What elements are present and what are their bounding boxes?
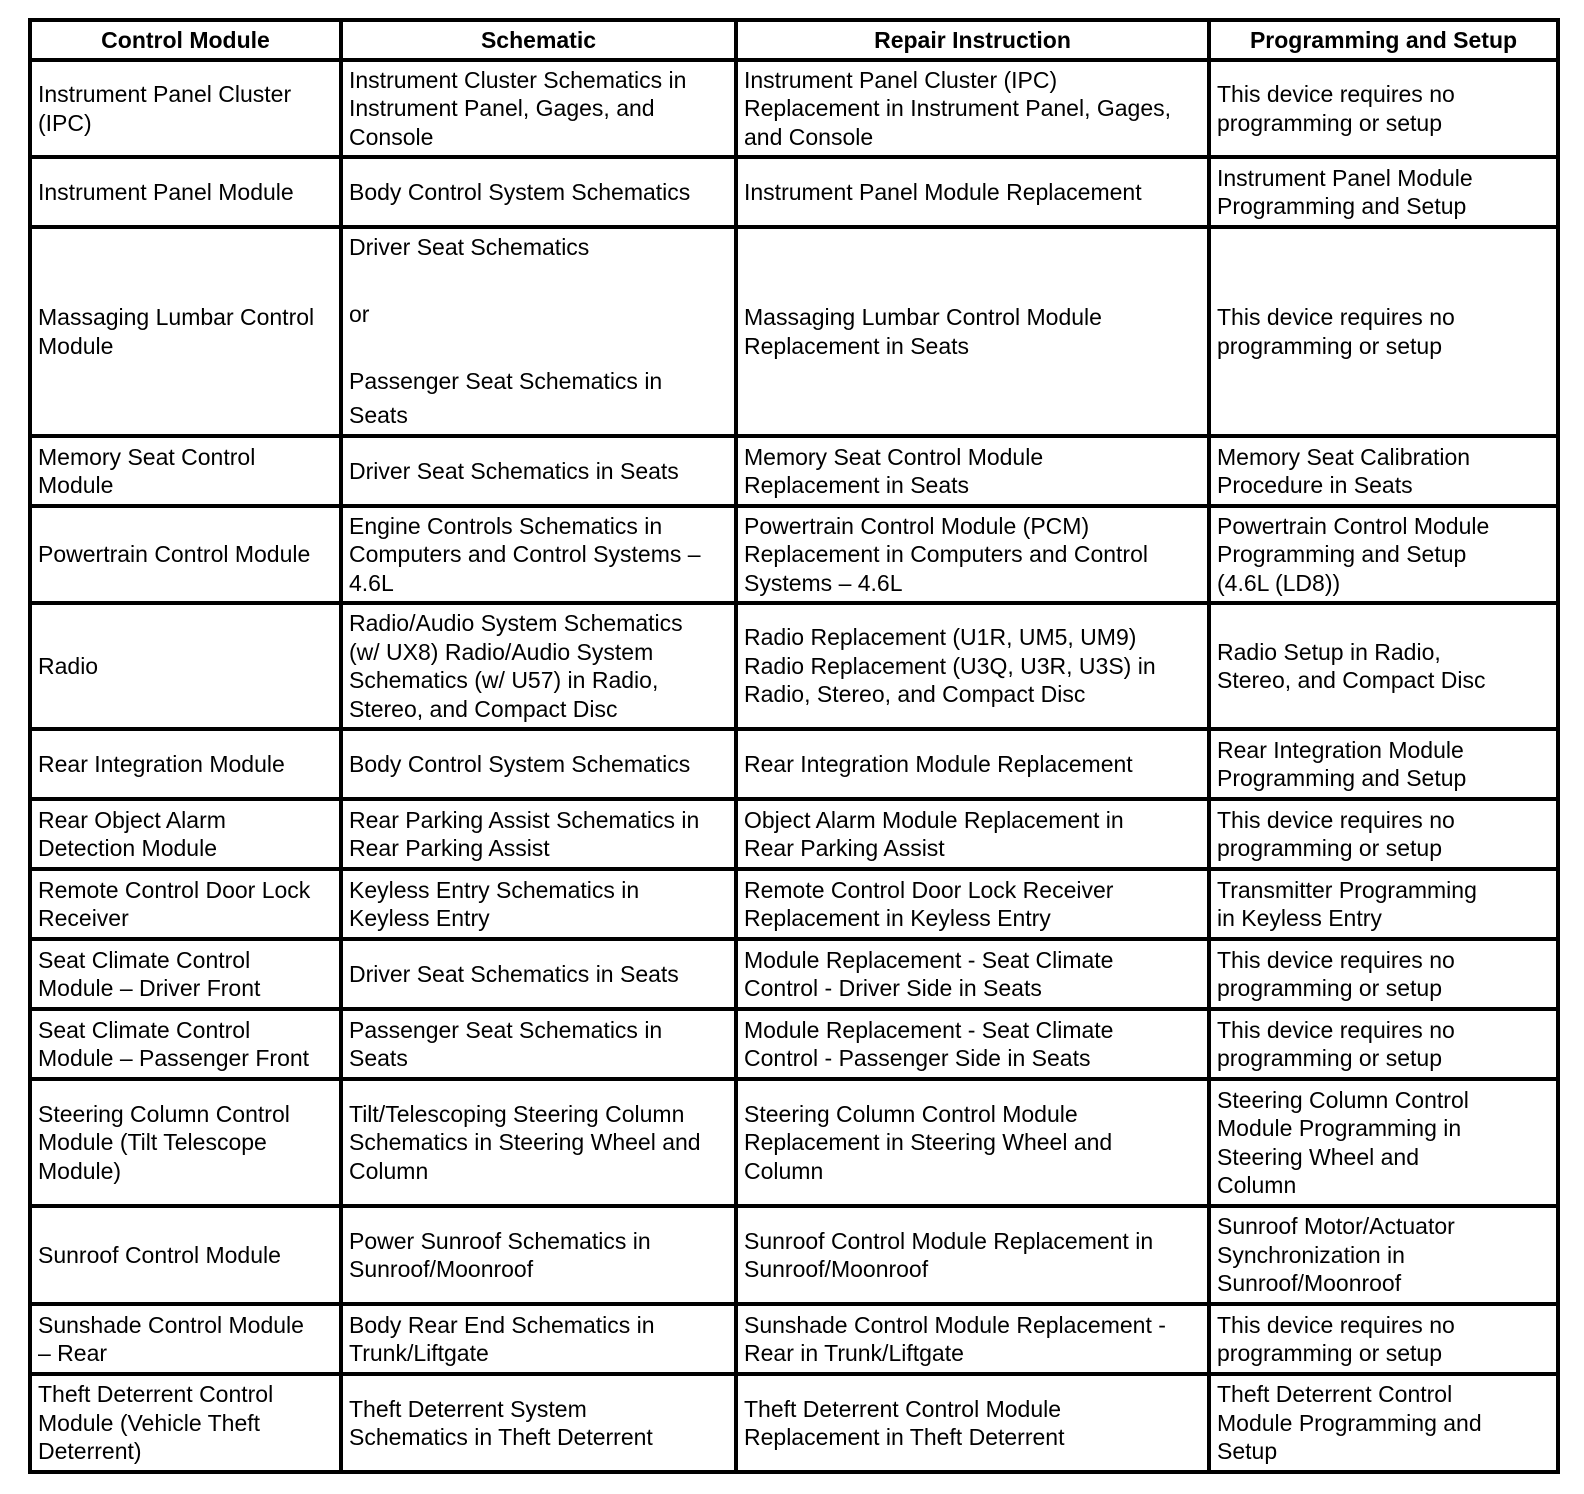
table-row: [30, 869, 1558, 939]
module-cell: Massaging Lumbar Control Module: [30, 227, 341, 436]
schematic-cell: Tilt/Telescoping Steering Column Schematics in Steering Wheel and Column: [341, 1079, 736, 1206]
table-row: [30, 603, 1558, 729]
table-row: [30, 1304, 1558, 1374]
programming-cell: This device requires no programming or setup: [1209, 799, 1558, 869]
repair-cell: Powertrain Control Module (PCM) Replacement in Computers and Control Systems – 4.6L: [736, 506, 1209, 603]
module-cell: Seat Climate Control Module – Passenger Front: [30, 1009, 341, 1079]
repair-cell: Instrument Panel Cluster (IPC) Replacement in Instrument Panel, Gages, and Console: [736, 60, 1209, 157]
control-module-table: [28, 18, 1560, 1474]
table-row: [30, 157, 1558, 227]
module-cell: Radio: [30, 603, 341, 729]
schematic-cell: Body Control System Schematics: [341, 729, 736, 799]
schematic-cell: Instrument Cluster Schematics in Instrument Panel, Gages, and Console: [341, 60, 736, 157]
programming-cell: Sunroof Motor/Actuator Synchronization in Sunroof/Moonroof: [1209, 1206, 1558, 1304]
programming-cell: Memory Seat Calibration Procedure in Seats: [1209, 436, 1558, 506]
header-repair-instruction: Repair Instruction: [736, 20, 1209, 60]
module-cell: Memory Seat Control Module: [30, 436, 341, 506]
table-row: [30, 1374, 1558, 1472]
module-cell: Seat Climate Control Module – Driver Front: [30, 939, 341, 1009]
module-cell: Instrument Panel Module: [30, 157, 341, 227]
table-row: [30, 60, 1558, 157]
programming-cell: This device requires no programming or setup: [1209, 60, 1558, 157]
repair-cell: Radio Replacement (U1R, UM5, UM9) Radio Replacement (U3Q, U3R, U3S) in Radio, Stereo, and Compact Disc: [736, 603, 1209, 729]
schematic-cell: Driver Seat Schematics or Passenger Seat Schematics in Seats: [341, 227, 736, 436]
table-row: [30, 799, 1558, 869]
programming-cell: This device requires no programming or setup: [1209, 939, 1558, 1009]
repair-cell: Sunroof Control Module Replacement in Sunroof/Moonroof: [736, 1206, 1209, 1304]
schematic-cell: Rear Parking Assist Schematics in Rear Parking Assist: [341, 799, 736, 869]
repair-cell: Memory Seat Control Module Replacement in Seats: [736, 436, 1209, 506]
table-row: [30, 729, 1558, 799]
schematic-cell: Engine Controls Schematics in Computers and Control Systems – 4.6L: [341, 506, 736, 603]
module-cell: Sunshade Control Module – Rear: [30, 1304, 341, 1374]
programming-cell: This device requires no programming or setup: [1209, 1009, 1558, 1079]
module-cell: Theft Deterrent Control Module (Vehicle Theft Deterrent): [30, 1374, 341, 1472]
header-row: [30, 20, 1558, 60]
module-cell: Powertrain Control Module: [30, 506, 341, 603]
table-row: [30, 227, 1558, 436]
repair-cell: Remote Control Door Lock Receiver Replacement in Keyless Entry: [736, 869, 1209, 939]
table-row: [30, 1079, 1558, 1206]
repair-cell: Module Replacement - Seat Climate Control - Passenger Side in Seats: [736, 1009, 1209, 1079]
table-body: [30, 60, 1558, 1472]
repair-cell: Module Replacement - Seat Climate Control - Driver Side in Seats: [736, 939, 1209, 1009]
programming-cell: Steering Column Control Module Programming in Steering Wheel and Column: [1209, 1079, 1558, 1206]
repair-cell: Rear Integration Module Replacement: [736, 729, 1209, 799]
header-control-module: Control Module: [30, 20, 341, 60]
schematic-cell: Driver Seat Schematics in Seats: [341, 939, 736, 1009]
header-programming-setup: Programming and Setup: [1209, 20, 1558, 60]
module-cell: Sunroof Control Module: [30, 1206, 341, 1304]
module-cell: Steering Column Control Module (Tilt Telescope Module): [30, 1079, 341, 1206]
header-schematic: Schematic: [341, 20, 736, 60]
programming-cell: Powertrain Control Module Programming and Setup (4.6L (LD8)): [1209, 506, 1558, 603]
table-row: [30, 1206, 1558, 1304]
programming-cell: This device requires no programming or setup: [1209, 227, 1558, 436]
schematic-cell: Radio/Audio System Schematics (w/ UX8) Radio/Audio System Schematics (w/ U57) in Radio, Stereo, and Compact Disc: [341, 603, 736, 729]
table-row: [30, 436, 1558, 506]
module-cell: Rear Object Alarm Detection Module: [30, 799, 341, 869]
repair-cell: Massaging Lumbar Control Module Replacement in Seats: [736, 227, 1209, 436]
schematic-cell: Body Control System Schematics: [341, 157, 736, 227]
schematic-cell: Passenger Seat Schematics in Seats: [341, 1009, 736, 1079]
programming-cell: Transmitter Programming in Keyless Entry: [1209, 869, 1558, 939]
module-cell: Instrument Panel Cluster (IPC): [30, 60, 341, 157]
repair-cell: Instrument Panel Module Replacement: [736, 157, 1209, 227]
repair-cell: Object Alarm Module Replacement in Rear Parking Assist: [736, 799, 1209, 869]
module-cell: Rear Integration Module: [30, 729, 341, 799]
module-cell: Remote Control Door Lock Receiver: [30, 869, 341, 939]
table-row: [30, 506, 1558, 603]
table-header: [30, 20, 1558, 60]
schematic-cell: Theft Deterrent System Schematics in Theft Deterrent: [341, 1374, 736, 1472]
table-row: [30, 1009, 1558, 1079]
schematic-cell: Keyless Entry Schematics in Keyless Entry: [341, 869, 736, 939]
schematic-cell: Power Sunroof Schematics in Sunroof/Moonroof: [341, 1206, 736, 1304]
programming-cell: Rear Integration Module Programming and Setup: [1209, 729, 1558, 799]
programming-cell: Theft Deterrent Control Module Programming and Setup: [1209, 1374, 1558, 1472]
programming-cell: This device requires no programming or setup: [1209, 1304, 1558, 1374]
schematic-cell: Body Rear End Schematics in Trunk/Liftgate: [341, 1304, 736, 1374]
repair-cell: Theft Deterrent Control Module Replacement in Theft Deterrent: [736, 1374, 1209, 1472]
repair-cell: Steering Column Control Module Replacement in Steering Wheel and Column: [736, 1079, 1209, 1206]
schematic-cell: Driver Seat Schematics in Seats: [341, 436, 736, 506]
programming-cell: Radio Setup in Radio, Stereo, and Compact Disc: [1209, 603, 1558, 729]
programming-cell: Instrument Panel Module Programming and Setup: [1209, 157, 1558, 227]
repair-cell: Sunshade Control Module Replacement - Rear in Trunk/Liftgate: [736, 1304, 1209, 1374]
table-row: [30, 939, 1558, 1009]
